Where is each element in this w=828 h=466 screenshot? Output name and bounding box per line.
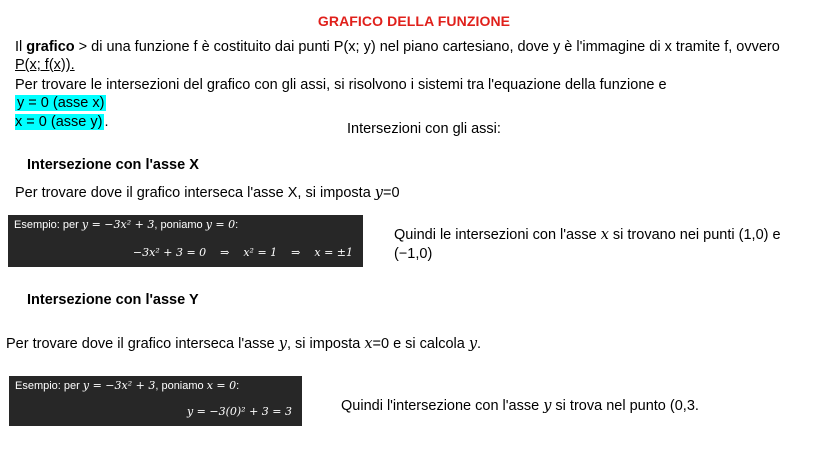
example-y-line-1: Esempio: per y = −3x² + 3, poniamo x = 0: bbox=[15, 379, 240, 392]
section-x-result-var: x bbox=[600, 227, 609, 243]
section-x-result-line-2: (−1,0) bbox=[394, 246, 433, 262]
section-x-text bbox=[15, 184, 400, 202]
intro-line-5 bbox=[15, 113, 108, 131]
intro-line-3: Per trovare le intersezioni del grafico con gli assi, si risolvono i sistemi tra l'equazione della funzione e bbox=[15, 77, 667, 93]
section-y-result-var: y bbox=[543, 398, 552, 414]
section-x-heading: Intersezione con l'asse X bbox=[27, 157, 199, 173]
section-y-result: Quindi l'intersezione con l'asse y si trova nel punto (0,3. bbox=[341, 398, 699, 414]
intro-line-2: P(x; f(x)). bbox=[15, 57, 75, 73]
grafico-term: grafico bbox=[26, 39, 75, 55]
example-box-x bbox=[8, 215, 363, 267]
intro-line-1-rest: > di una funzione f è costituito dai punti P(x; y) nel piano cartesiano, dove y è l'immagine di x tramite f, ovvero bbox=[74, 39, 780, 55]
section-x-text-a: Per trovare dove il grafico interseca l'asse X, si imposta bbox=[15, 185, 375, 201]
example-y-line-2: y = −3(0)² + 3 = 3 bbox=[186, 405, 292, 418]
intro-line-5-tail: . bbox=[104, 114, 109, 130]
section-x-var: y bbox=[374, 185, 383, 201]
intro-line-4 bbox=[15, 94, 106, 112]
intro-line-1 bbox=[15, 38, 780, 56]
section-y-heading: Intersezione con l'asse Y bbox=[27, 292, 199, 308]
page-title: GRAFICO DELLA FUNZIONE bbox=[317, 13, 511, 29]
intersezioni-heading: Intersezioni con gli assi: bbox=[347, 121, 501, 137]
example-x-line-2: −3x² + 3 = 0 ⇒ x² = 1 ⇒ x = ±1 bbox=[132, 246, 353, 259]
section-x-result-line-1: Quindi le intersezioni con l'asse x si trovano nei punti (1,0) e bbox=[394, 227, 781, 243]
example-box-y bbox=[9, 376, 302, 426]
intro-line-1-start: Il bbox=[15, 39, 27, 55]
section-y-text: Per trovare dove il grafico interseca l'asse y, si imposta x=0 e si calcola y. bbox=[6, 336, 482, 352]
highlight-asse-x: y = 0 (asse x) bbox=[17, 95, 105, 111]
highlight-asse-y: x = 0 (asse y) bbox=[15, 114, 103, 130]
section-x-text-b: =0 bbox=[382, 185, 400, 201]
example-x-line-1: Esempio: per y = −3x² + 3, poniamo y = 0: bbox=[14, 218, 239, 231]
